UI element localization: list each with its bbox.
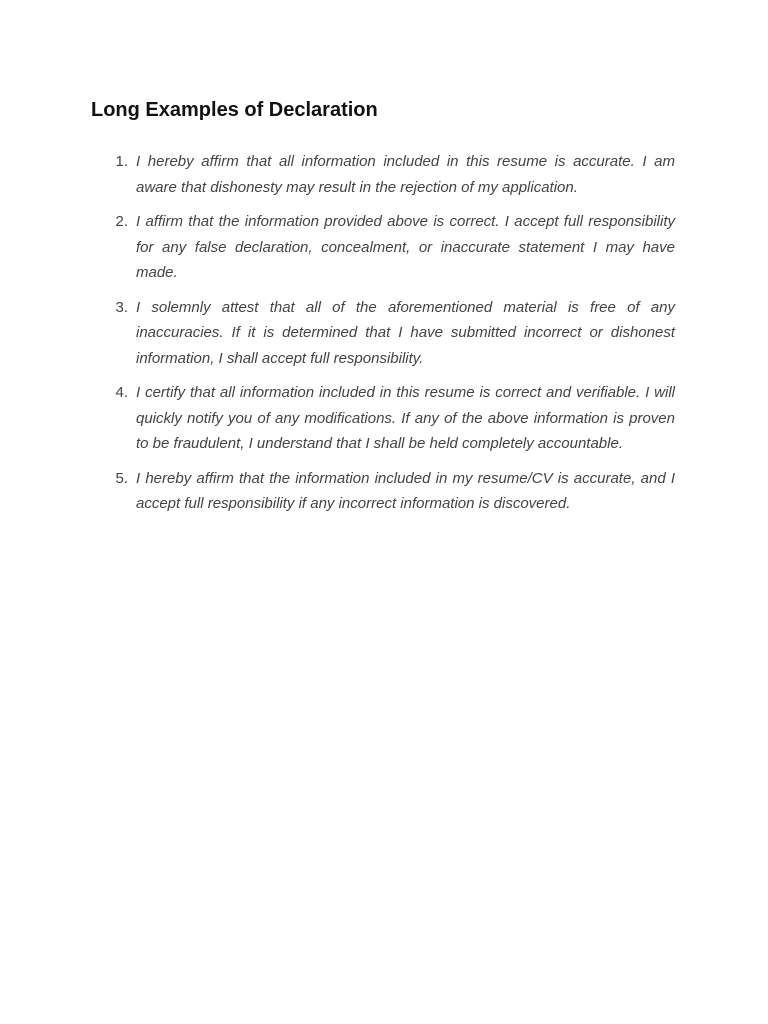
list-item-number: 5. — [115, 469, 128, 487]
list-item — [0, 295, 768, 372]
list-item-text: I hereby affirm that all information included in this resume is accurate. I am aware that dishonesty may result in the rejection of my application. — [136, 153, 675, 196]
list-item-number: 3. — [115, 298, 128, 316]
list-item — [0, 209, 768, 286]
list-item-number: 1. — [115, 153, 128, 170]
list-item-text: I affirm that the information provided above is correct. I accept full responsibility for any false declaration, concealment, or inaccurate statement I may have made. — [136, 213, 675, 281]
list-item-text: I solemnly attest that all of the aforementioned material is free of any inaccuracies. If it is determined that I have submitted incorrect or dishonest information, I shall accept full responsibility. — [136, 298, 675, 367]
list-item — [0, 466, 768, 517]
list-item-text: I hereby affirm that the information included in my resume/CV is accurate, and I accept full responsibility if any incorrect information is discovered. — [136, 469, 675, 512]
list-item-text: I certify that all information included in this resume is correct and verifiable. I will quickly notify you of any modifications. If any of the above information is proven to be fraudulent, I understand that I shall be held completely accountable. — [136, 384, 675, 452]
list-item-number: 2. — [115, 213, 128, 230]
list-item — [0, 149, 768, 200]
list-item — [0, 380, 768, 457]
page-title: Long Examples of Declaration — [91, 99, 378, 121]
list-item-number: 4. — [115, 384, 128, 401]
declaration-list — [0, 149, 768, 526]
